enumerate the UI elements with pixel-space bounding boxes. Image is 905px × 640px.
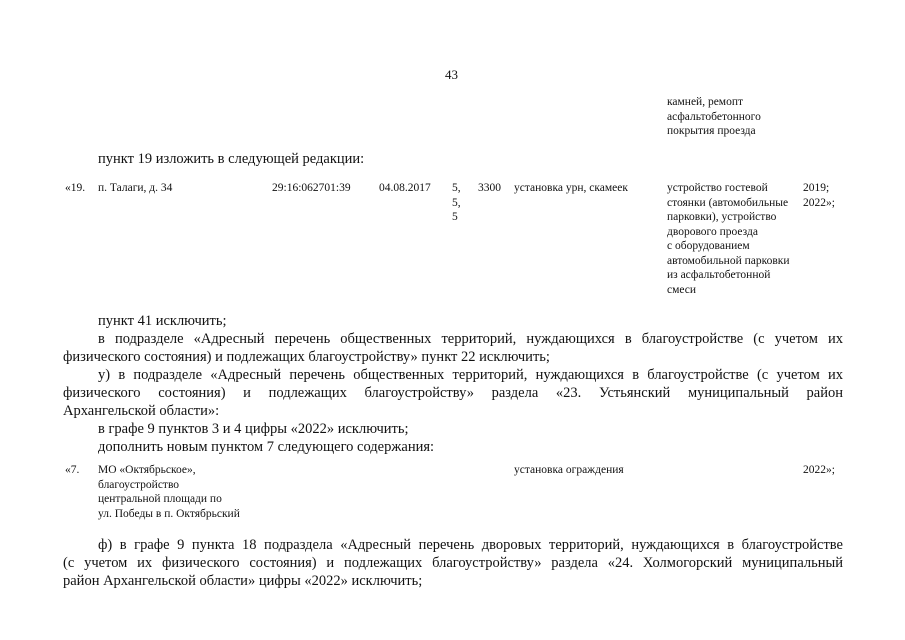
row19-area: 3300 bbox=[478, 182, 501, 194]
intro-item-19: пункт 19 изложить в следующей редакции: bbox=[98, 151, 365, 167]
row7-description bbox=[98, 463, 240, 521]
para-line: район Архангельской области» цифры «2022» исключить; bbox=[63, 573, 423, 589]
para-add-item-7: дополнить новым пунктом 7 следующего содержания: bbox=[98, 439, 435, 455]
row19-extra-line: дворового проезда bbox=[667, 225, 758, 238]
para-line: физического состояния) и подлежащих благоустройству» пункт 22 исключить; bbox=[63, 349, 550, 365]
row19-year-line: 2019; bbox=[803, 182, 830, 194]
para-item-41: пункт 41 исключить; bbox=[98, 313, 227, 329]
carry-over-line: асфальтобетонного bbox=[667, 110, 761, 123]
row19-extra-line: с оборудованием bbox=[667, 240, 750, 252]
row19-col5 bbox=[452, 181, 461, 225]
para-line: физического состояния) и подлежащих благоустройству» раздела «23. Устьянский муниципальный район bbox=[63, 385, 843, 401]
para-column9: в графе 9 пунктов 3 и 4 цифры «2022» исключить; bbox=[98, 421, 409, 437]
para-line: Архангельской области»: bbox=[63, 403, 220, 419]
row7-desc-line: ул. Победы в п. Октябрьский bbox=[98, 507, 240, 520]
row19-extra-line: стоянки (автомобильные bbox=[667, 196, 789, 209]
row19-date: 04.08.2017 bbox=[379, 182, 431, 194]
para-public-22 bbox=[63, 330, 843, 366]
para-line: у) в подразделе «Адресный перечень общественных территорий, нуждающихся в благоустройстве (с учетом их bbox=[98, 367, 843, 383]
carry-over-line: камней, ремопт bbox=[667, 96, 744, 108]
row19-extra-line: из асфальтобетонной bbox=[667, 269, 771, 281]
row19-extra-line: устройство гостевой bbox=[667, 182, 768, 194]
row19-min-works: установка урн, скамеек bbox=[514, 182, 628, 194]
row19-extra-line: смеси bbox=[667, 283, 697, 296]
row7-desc-line: МО «Октябрьское», bbox=[98, 464, 196, 476]
row7-number: «7. bbox=[65, 464, 80, 476]
row7-work: установка ограждения bbox=[514, 464, 624, 476]
para-line: в подразделе «Адресный перечень общественных территорий, нуждающихся в благоустройстве (с учетом их bbox=[98, 331, 843, 347]
carry-over-cell bbox=[667, 95, 761, 139]
row7-desc-line: благоустройство bbox=[98, 478, 180, 491]
row19-col5-line: 5, bbox=[452, 196, 461, 209]
para-kholmogorsky bbox=[63, 536, 843, 590]
row7-desc-line: центральной площади по bbox=[98, 493, 222, 505]
row19-number: «19. bbox=[65, 182, 86, 194]
carry-over-line: покрытия проезда bbox=[667, 125, 756, 137]
row19-extra-line: автомобильной парковки bbox=[667, 254, 790, 267]
row19-cadastral: 29:16:062701:39 bbox=[272, 182, 351, 194]
row7-year: 2022»; bbox=[803, 464, 835, 476]
row19-years bbox=[803, 181, 835, 210]
row19-col5-line: 5, bbox=[452, 182, 461, 194]
row19-address: п. Талаги, д. 34 bbox=[98, 182, 173, 194]
para-line: (с учетом их физического состояния) и подлежащих благоустройству» раздела «24. Холмогорский муниципальный bbox=[63, 555, 843, 571]
para-ustyansky bbox=[63, 366, 843, 420]
row19-year-line: 2022»; bbox=[803, 196, 835, 209]
row19-col5-line: 5 bbox=[452, 211, 458, 223]
para-line: ф) в графе 9 пункта 18 подраздела «Адресный перечень дворовых территорий, нуждающихся в благоустройстве bbox=[98, 537, 843, 553]
row19-extra-works bbox=[667, 181, 790, 297]
page-number: 43 bbox=[445, 67, 458, 82]
row19-extra-line: парковки), устройство bbox=[667, 211, 777, 223]
